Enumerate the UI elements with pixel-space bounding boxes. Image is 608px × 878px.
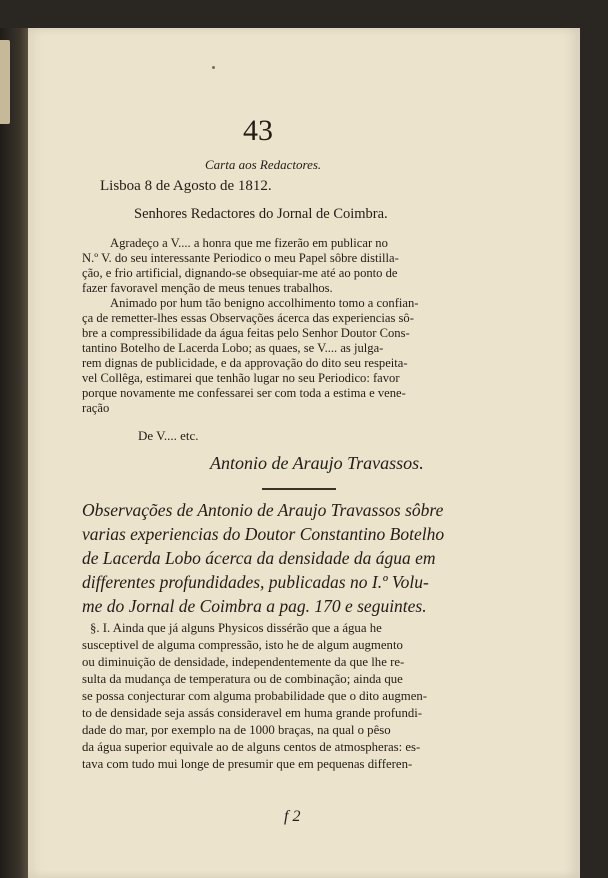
letter-line: Agradeço a V.... a honra que me fizerão em publicar no [110,236,388,250]
section-divider [262,488,336,490]
paragraph-line: dade do mar, por exemplo na de 1000 braças, na qual o pêso [82,723,391,737]
paragraph-line: §. I. Ainda que já alguns Physicos dissérão que a água he [90,621,382,635]
article-title-line: de Lacerda Lobo ácerca da densidade da água em [82,548,436,568]
document-page [28,28,580,878]
letter-line: ração [82,401,110,415]
salutation: Senhores Redactores do Jornal de Coimbra. [134,206,388,222]
paragraph-line: to de densidade seja assás consideravel em huma grande profundi- [82,706,423,720]
letter-line: ça de remetter-lhes essas Observações ácerca das experiencias sô- [82,311,414,325]
signature: Antonio de Araujo Travassos. [210,453,424,473]
paragraph-line: tava com tudo mui longe de presumir que em pequenas differen- [82,757,413,771]
letter-header: Carta aos Redactores. [205,157,322,172]
paragraph-line: ou diminuição de densidade, independentemente da que lhe re- [82,655,405,669]
page-speck [212,66,215,69]
article-title-line: me do Jornal de Coimbra a pag. 170 e seguintes. [82,596,427,616]
letter-line: ção, e frio artificial, dignando-se obsequiar-me até ao ponto de [82,266,398,280]
paragraph-line: se possa conjecturar com alguma probabilidade que o dito augmen- [82,689,428,703]
paragraph-line: da água superior equivale ao de alguns centos de atmospheras: es- [82,740,421,754]
letter-line: N.º V. do seu interessante Periodico o meu Papel sôbre distilla- [82,251,399,265]
article-title-line: varias experiencias do Doutor Constantino Botelho [82,524,445,544]
letter-line: bre a compressibilidade da água feitas pelo Senhor Doutor Cons- [82,326,410,340]
closing: De V.... etc. [138,428,199,443]
signature-mark: f 2 [284,808,301,825]
page-number: 43 [243,114,273,147]
letter-line: rem dignas de publicidade, e da approvação do dito seu respeita- [82,356,408,370]
letter-line: vel Collêga, estimarei que tenhão lugar no seu Periodico: favor [82,371,400,385]
article-title-line: differentes profundidades, publicadas no I.º Volu- [82,572,429,592]
book-spine-edge [0,28,28,878]
letter-line: fazer favoravel menção de meus tenues trabalhos. [82,281,333,295]
paragraph-line: susceptivel de alguma compressão, isto he de algum augmento [82,638,403,652]
bookmark-tab [0,40,10,124]
letter-line: Animado por hum tão benigno accolhimento tomo a confian- [110,296,419,310]
letter-line: tantino Botelho de Lacerda Lobo; as quaes, se V.... as julga- [82,341,384,355]
letter-line: porque novamente me confessarei ser com toda a estima e vene- [82,386,406,400]
paragraph-line: sulta da mudança de temperatura ou de combinação; ainda que [82,672,403,686]
letter-date: Lisboa 8 de Agosto de 1812. [100,178,272,194]
article-title-line: Observações de Antonio de Araujo Travassos sôbre [82,500,444,520]
